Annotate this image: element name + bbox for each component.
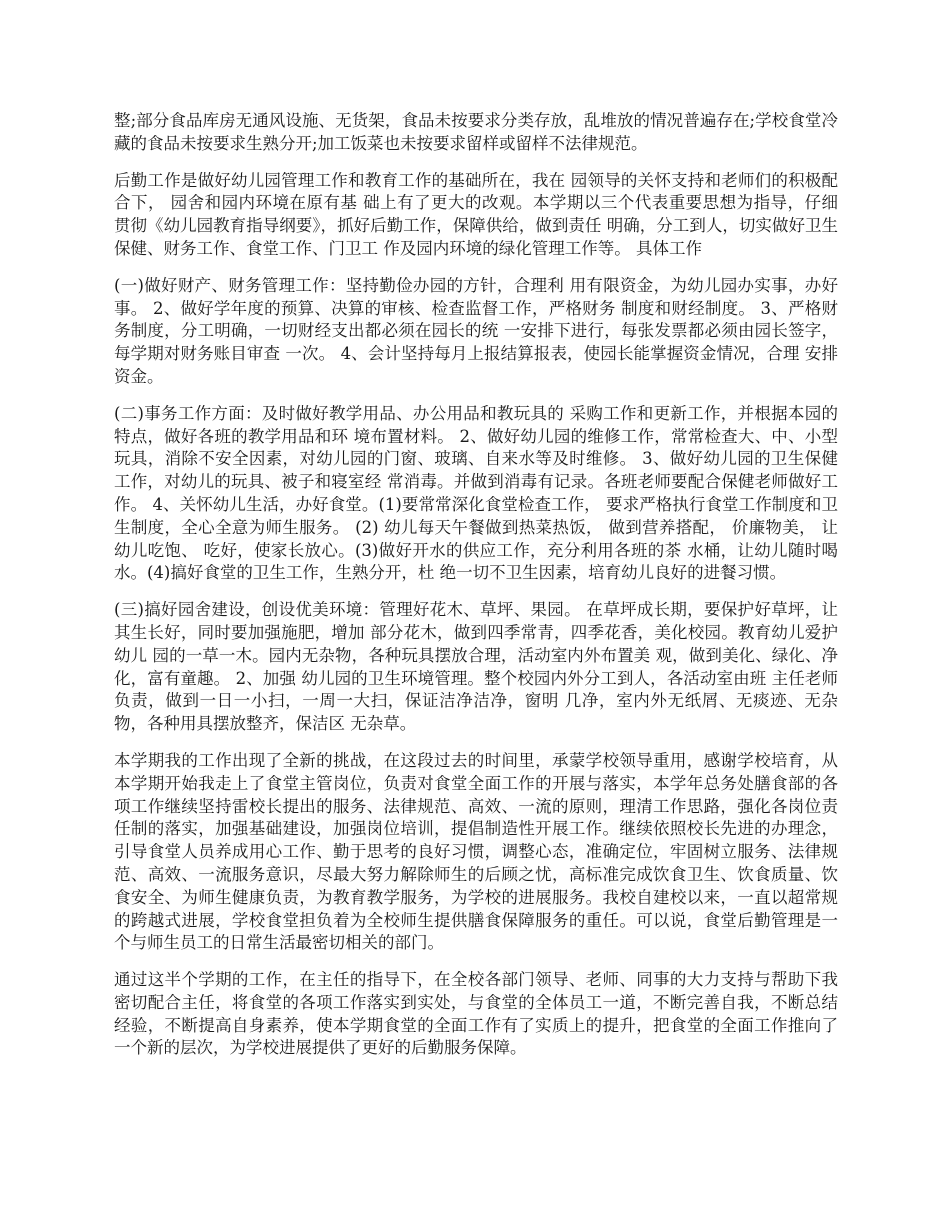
paragraph-3: (一)做好财产、财务管理工作：坚持勤俭办园的方针，合理利 用有限资金，为幼儿园办实事，办好事。 2、做好学年度的预算、决算的审核、检查监督工作，严格财务 制度和财经制度。 3、严格财务制度，分工明确，一切财经支出都必须在园长的统 一安排下进行，每张发票都必须由园长签字，每学期对财务账目审查 一次。 4、会计坚持每月上报结算报表，使园长能掌握资金情况，合理 安排资金。 (114, 275, 838, 386)
paragraph-6: 本学期我的工作出现了全新的挑战，在这段过去的时间里，承蒙学校领导重用，感谢学校培育，从本学期开始我走上了食堂主管岗位，负责对食堂全面工作的开展与落实，本学年总务处膳食部的各项工作继续坚持雷校长提出的服务、法律规范、高效、一流的原则，理清工作思路，强化各岗位责任制的落实，加强基础建设，加强岗位培训，提倡制造性开展工作。继续依照校长先进的办理念，引导食堂人员养成用心工作、勤于思考的良好习惯，调整心态，准确定位，牢固树立服务、法律规范、高效、一流服务意识，尽最大努力解除师生的后顾之忧，高标准完成饮食卫生、饮食质量、饮食安全、为师生健康负责，为教育教学服务，为学校的进展服务。我校自建校以来，一直以超常规的跨越式进展，学校食堂担负着为全校师生提供膳食保障服务的重任。可以说，食堂后勤管理是一个与师生员工的日常生活最密切相关的部门。 (114, 750, 838, 953)
paragraph-7: 通过这半个学期的工作，在主任的指导下，在全校各部门领导、老师、同事的大力支持与帮助下我密切配合主任，将食堂的各项工作落实到实处，与食堂的全体员工一道，不断完善自我，不断总结经验，不断提高自身素养，使本学期食堂的全面工作有了实质上的提升，把食堂的全面工作推向了一个新的层次，为学校进展提供了更好的后勤服务保障。 (114, 970, 838, 1058)
paragraph-4: (二)事务工作方面：及时做好教学用品、办公用品和教玩具的 采购工作和更新工作，并根据本园的特点，做好各班的教学用品和环 境布置材料。 2、做好幼儿园的维修工作，常常检查大、中、小型玩具，消除不安全因素，对幼儿园的门窗、玻璃、自来水等及时维修。 3、做好幼儿园的卫生保健工作，对幼儿的玩具、被子和寝室经 常消毒。并做到消毒有记录。各班老师要配合保健老师做好工作。 4、关怀幼儿生活，办好食堂。(1)要常常深化食堂检查工作， 要求严格执行食堂工作制度和卫生制度，全心全意为师生服务。 (2) 幼儿每天午餐做到热菜热饭， 做到营养搭配， 价廉物美， 让幼儿吃饱、 吃好，使家长放心。(3)做好开水的供应工作，充分利用各班的茶 水桶，让幼儿随时喝水。(4)搞好食堂的卫生工作，生熟分开，杜 绝一切不卫生因素，培育幼儿良好的进餐习惯。 (114, 403, 838, 583)
document-body (114, 110, 838, 1074)
paragraph-1: 整;部分食品库房无通风设施、无货架，食品未按要求分类存放，乱堆放的情况普遍存在;学校食堂冷藏的食品未按要求生熟分开;加工饭菜也未按要求留样或留样不法律规范。 (114, 111, 838, 153)
paragraph-5: (三)搞好园舍建设，创设优美环境：管理好花木、草坪、果园。 在草坪成长期，要保护好草坪，让其生长好，同时要加强施肥，增加 部分花木，做到四季常青，四季花香，美化校园。教育幼儿爱护幼儿 园的一草一木。园内无杂物，各种玩具摆放合理，活动室内外布置美 观，做到美化、绿化、净化，富有童趣。 2、加强 幼儿园的卫生环境管理。整个校园内外分工到人，各活动室由班 主任老师负责，做到一日一小扫，一周一大扫，保证洁净洁净，窗明 几净，室内外无纸屑、无痰迹、无杂物，各种用具摆放整齐，保洁区 无杂草。 (114, 600, 838, 734)
paragraph-2: 后勤工作是做好幼儿园管理工作和教育工作的基础所在，我在 园领导的关怀支持和老师们的积极配合下， 园舍和园内环境在原有基 础上有了更大的改观。本学期以三个代表重要思想为指导，仔细 贯彻《幼儿园教育指导纲要》，抓好后勤工作，保障供给，做到责任 明确，分工到人，切实做好卫生保健、财务工作、食堂工作、门卫工 作及园内环境的绿化管理工作等。 具体工作 (114, 170, 838, 258)
